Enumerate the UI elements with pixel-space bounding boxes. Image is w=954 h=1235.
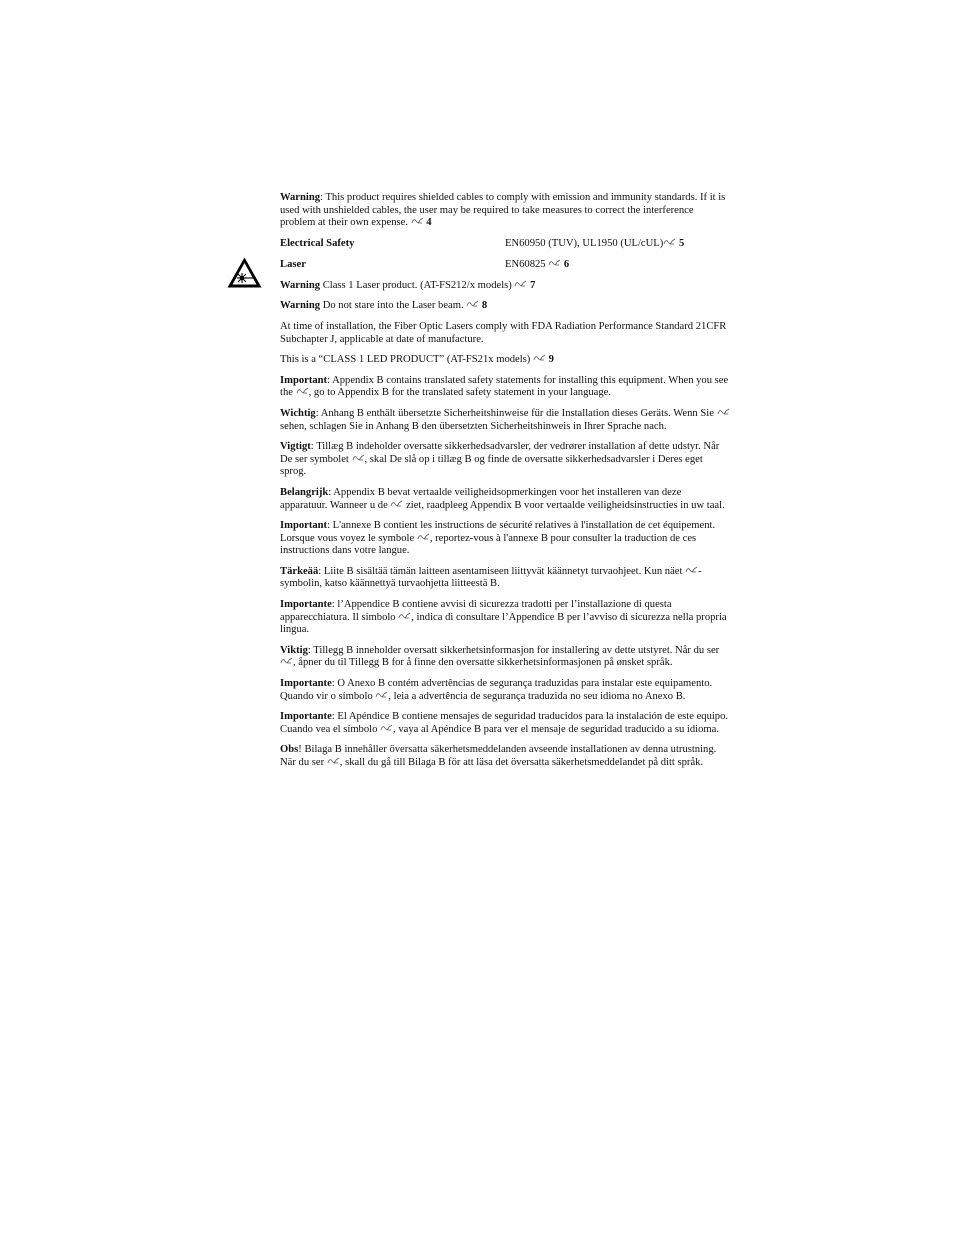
pointing-hand-icon <box>327 757 340 765</box>
pointing-hand-icon <box>380 724 393 732</box>
translation-text: , leia a advertência de segurança traduzida no seu idioma no Anexo B. <box>388 690 686 702</box>
translation-text: : L'annexe B contient les instructions de sécurité relatives à l'installation de cet équipement. Lorsque vous voyez le symbole <box>280 520 716 544</box>
translation-label: Importante <box>280 711 332 723</box>
pointing-hand-icon <box>280 657 293 665</box>
pointing-hand-icon <box>411 217 424 225</box>
translation-text: : Appendix B contains translated safety statements for installing this equipment. When you see the <box>280 374 729 399</box>
translation-text: : Tillegg B inneholder oversatt sikkerhetsinformasjon for installering av dette utstyret. Når du ser <box>307 644 720 656</box>
pointing-hand-icon <box>352 454 365 462</box>
electrical-safety-label: Electrical Safety <box>280 237 355 249</box>
pointing-hand-icon <box>663 238 676 246</box>
translation-swedish <box>280 744 730 769</box>
translation-text: : l’Appendice B contiene avvisi di sicurezza tradotti per l’installazione di questa apparecchiatura. Il simbolo <box>280 599 672 623</box>
translation-label: Importante <box>280 599 332 611</box>
translation-english <box>280 375 730 400</box>
translation-danish <box>280 441 730 479</box>
reference-number: 4 <box>426 217 432 229</box>
led-product-text: This is a “CLASS 1 LED PRODUCT” (AT-FS21x models) <box>280 354 533 366</box>
fda-compliance-text: At time of installation, the Fiber Optic Lasers comply with FDA Radiation Performance Standard 21CFR Subchapter J, applicable at date of manufacture. <box>280 320 727 345</box>
translation-label: Tärkeää <box>280 565 319 577</box>
translation-portuguese <box>280 678 730 703</box>
warning-label: Warning <box>280 279 321 291</box>
pointing-hand-icon <box>398 612 411 620</box>
pointing-hand-icon <box>296 387 309 395</box>
reference-number: 8 <box>481 300 488 312</box>
laser-value: EN60825 <box>505 258 549 270</box>
translation-spanish <box>280 711 730 736</box>
pointing-hand-icon <box>417 533 430 541</box>
laser-label: Laser <box>280 258 306 270</box>
translation-text: -symbolin, katso käännettyä turvaohjetta liitteestä B. <box>280 565 702 590</box>
translation-label: Important <box>280 520 328 532</box>
warning-text: Do not stare into the Laser beam. <box>320 300 467 312</box>
translation-text: : El Apéndice B contiene mensajes de seguridad traducidos para la instalación de este equipo. Cuando vea el símbolo <box>280 711 729 735</box>
warning-label: Warning <box>280 192 321 203</box>
reference-number: 7 <box>530 279 536 291</box>
warning-label: Warning <box>280 300 321 312</box>
led-product-statement <box>280 354 730 367</box>
translation-text: , vaya al Apéndice B para ver el mensaje de seguridad traducido a su idioma. <box>393 723 719 735</box>
translation-text: ! Bilaga B innehåller översatta säkerhetsmeddelanden avseende installationen av denna utrustning. När du ser <box>280 744 717 768</box>
translation-french <box>280 520 730 558</box>
translation-text: , skall du gå till Bilaga B för att läsa det översatta säkerhetsmeddelandet på ditt språk. <box>339 757 704 768</box>
translation-text: : Tillæg B indeholder oversatte sikkerhedsadvarsler, der vedrører installation af dette udstyr. Når De ser symbolet <box>280 441 720 465</box>
translation-finnish <box>280 566 730 591</box>
stare-warning <box>280 300 730 313</box>
translation-text: sehen, schlagen Sie in Anhang B den übersetzten Sicherheitshinweis in Ihrer Sprache nach. <box>280 420 667 432</box>
pointing-hand-icon <box>390 500 403 508</box>
translation-dutch <box>280 487 730 512</box>
translation-norwegian <box>280 645 730 670</box>
laser-warning-triangle-icon <box>226 256 263 289</box>
pointing-hand-icon <box>466 300 479 308</box>
class1-warning <box>280 280 730 293</box>
safety-content <box>280 192 730 778</box>
translation-label: Obs <box>280 744 299 756</box>
translation-label: Wichtig <box>280 407 316 419</box>
reference-number: 6 <box>563 258 570 270</box>
translation-text: : Anhang B enthält übersetzte Sicherheitshinweise für die Installation dieses Geräts. Wenn Sie <box>315 407 717 419</box>
translation-german <box>280 408 730 433</box>
translation-text: , åpner du til Tillegg B for å finne den oversatte sikkerhetsinformasjonen på ønsket språk. <box>293 657 673 669</box>
translation-label: Vigtigt <box>280 441 311 453</box>
electrical-safety-row <box>280 238 730 251</box>
translation-text: ziet, raadpleeg Appendix B voor vertaalde veiligheidsinstructies in uw taal. <box>403 499 725 511</box>
translation-text: , go to Appendix B for the translated safety statement in your language. <box>308 387 612 399</box>
translation-label: Importante <box>280 678 332 690</box>
pointing-hand-icon <box>533 354 546 362</box>
pointing-hand-icon <box>514 280 527 288</box>
translation-text: , reportez-vous à l'annexe B pour consulter la traduction de ces instructions dans votre langue. <box>280 532 697 557</box>
translation-text: , skal De slå op i tillæg B og finde de oversatte sikkerhedsadvarsler i Deres eget sprog. <box>280 453 703 478</box>
pointing-hand-icon <box>375 691 388 699</box>
translation-label: Belangrijk <box>280 486 329 498</box>
translation-text: : Appendix B bevat vertaalde veiligheidsopmerkingen voor het installeren van deze apparatuur. Wanneer u de <box>280 486 682 511</box>
pointing-hand-icon <box>548 259 561 267</box>
translation-text: , indica di consultare l’Appendice B per l’avviso di sicurezza nella propria lingua. <box>280 611 727 636</box>
reference-number: 9 <box>548 354 554 366</box>
shielded-cable-warning <box>280 192 730 230</box>
translation-italian <box>280 599 730 637</box>
warning-text: : This product requires shielded cables to comply with emission and immunity standards. If it is used with unshielded cables, the user may be required to take measures to correct the interference problem at their own expense. <box>280 192 726 229</box>
electrical-safety-value: EN60950 (TUV), UL1950 (UL/cUL) <box>505 237 664 249</box>
translation-text: : Liite B sisältää tämän laitteen asentamiseen liittyvät käännetyt turvaohjeet. Kun näet <box>318 565 686 577</box>
reference-number: 5 <box>678 237 685 249</box>
translation-text: : O Anexo B contém advertências de segurança traduzidas para instalar este equipamento. Quando vir o símbolo <box>280 678 713 702</box>
pointing-hand-icon <box>717 408 730 416</box>
translation-label: Important <box>280 374 328 386</box>
translation-label: Viktig <box>280 644 308 656</box>
laser-row <box>280 259 730 272</box>
warning-text: Class 1 Laser product. (AT-FS212/x models) <box>320 279 515 291</box>
pointing-hand-icon <box>685 566 698 574</box>
